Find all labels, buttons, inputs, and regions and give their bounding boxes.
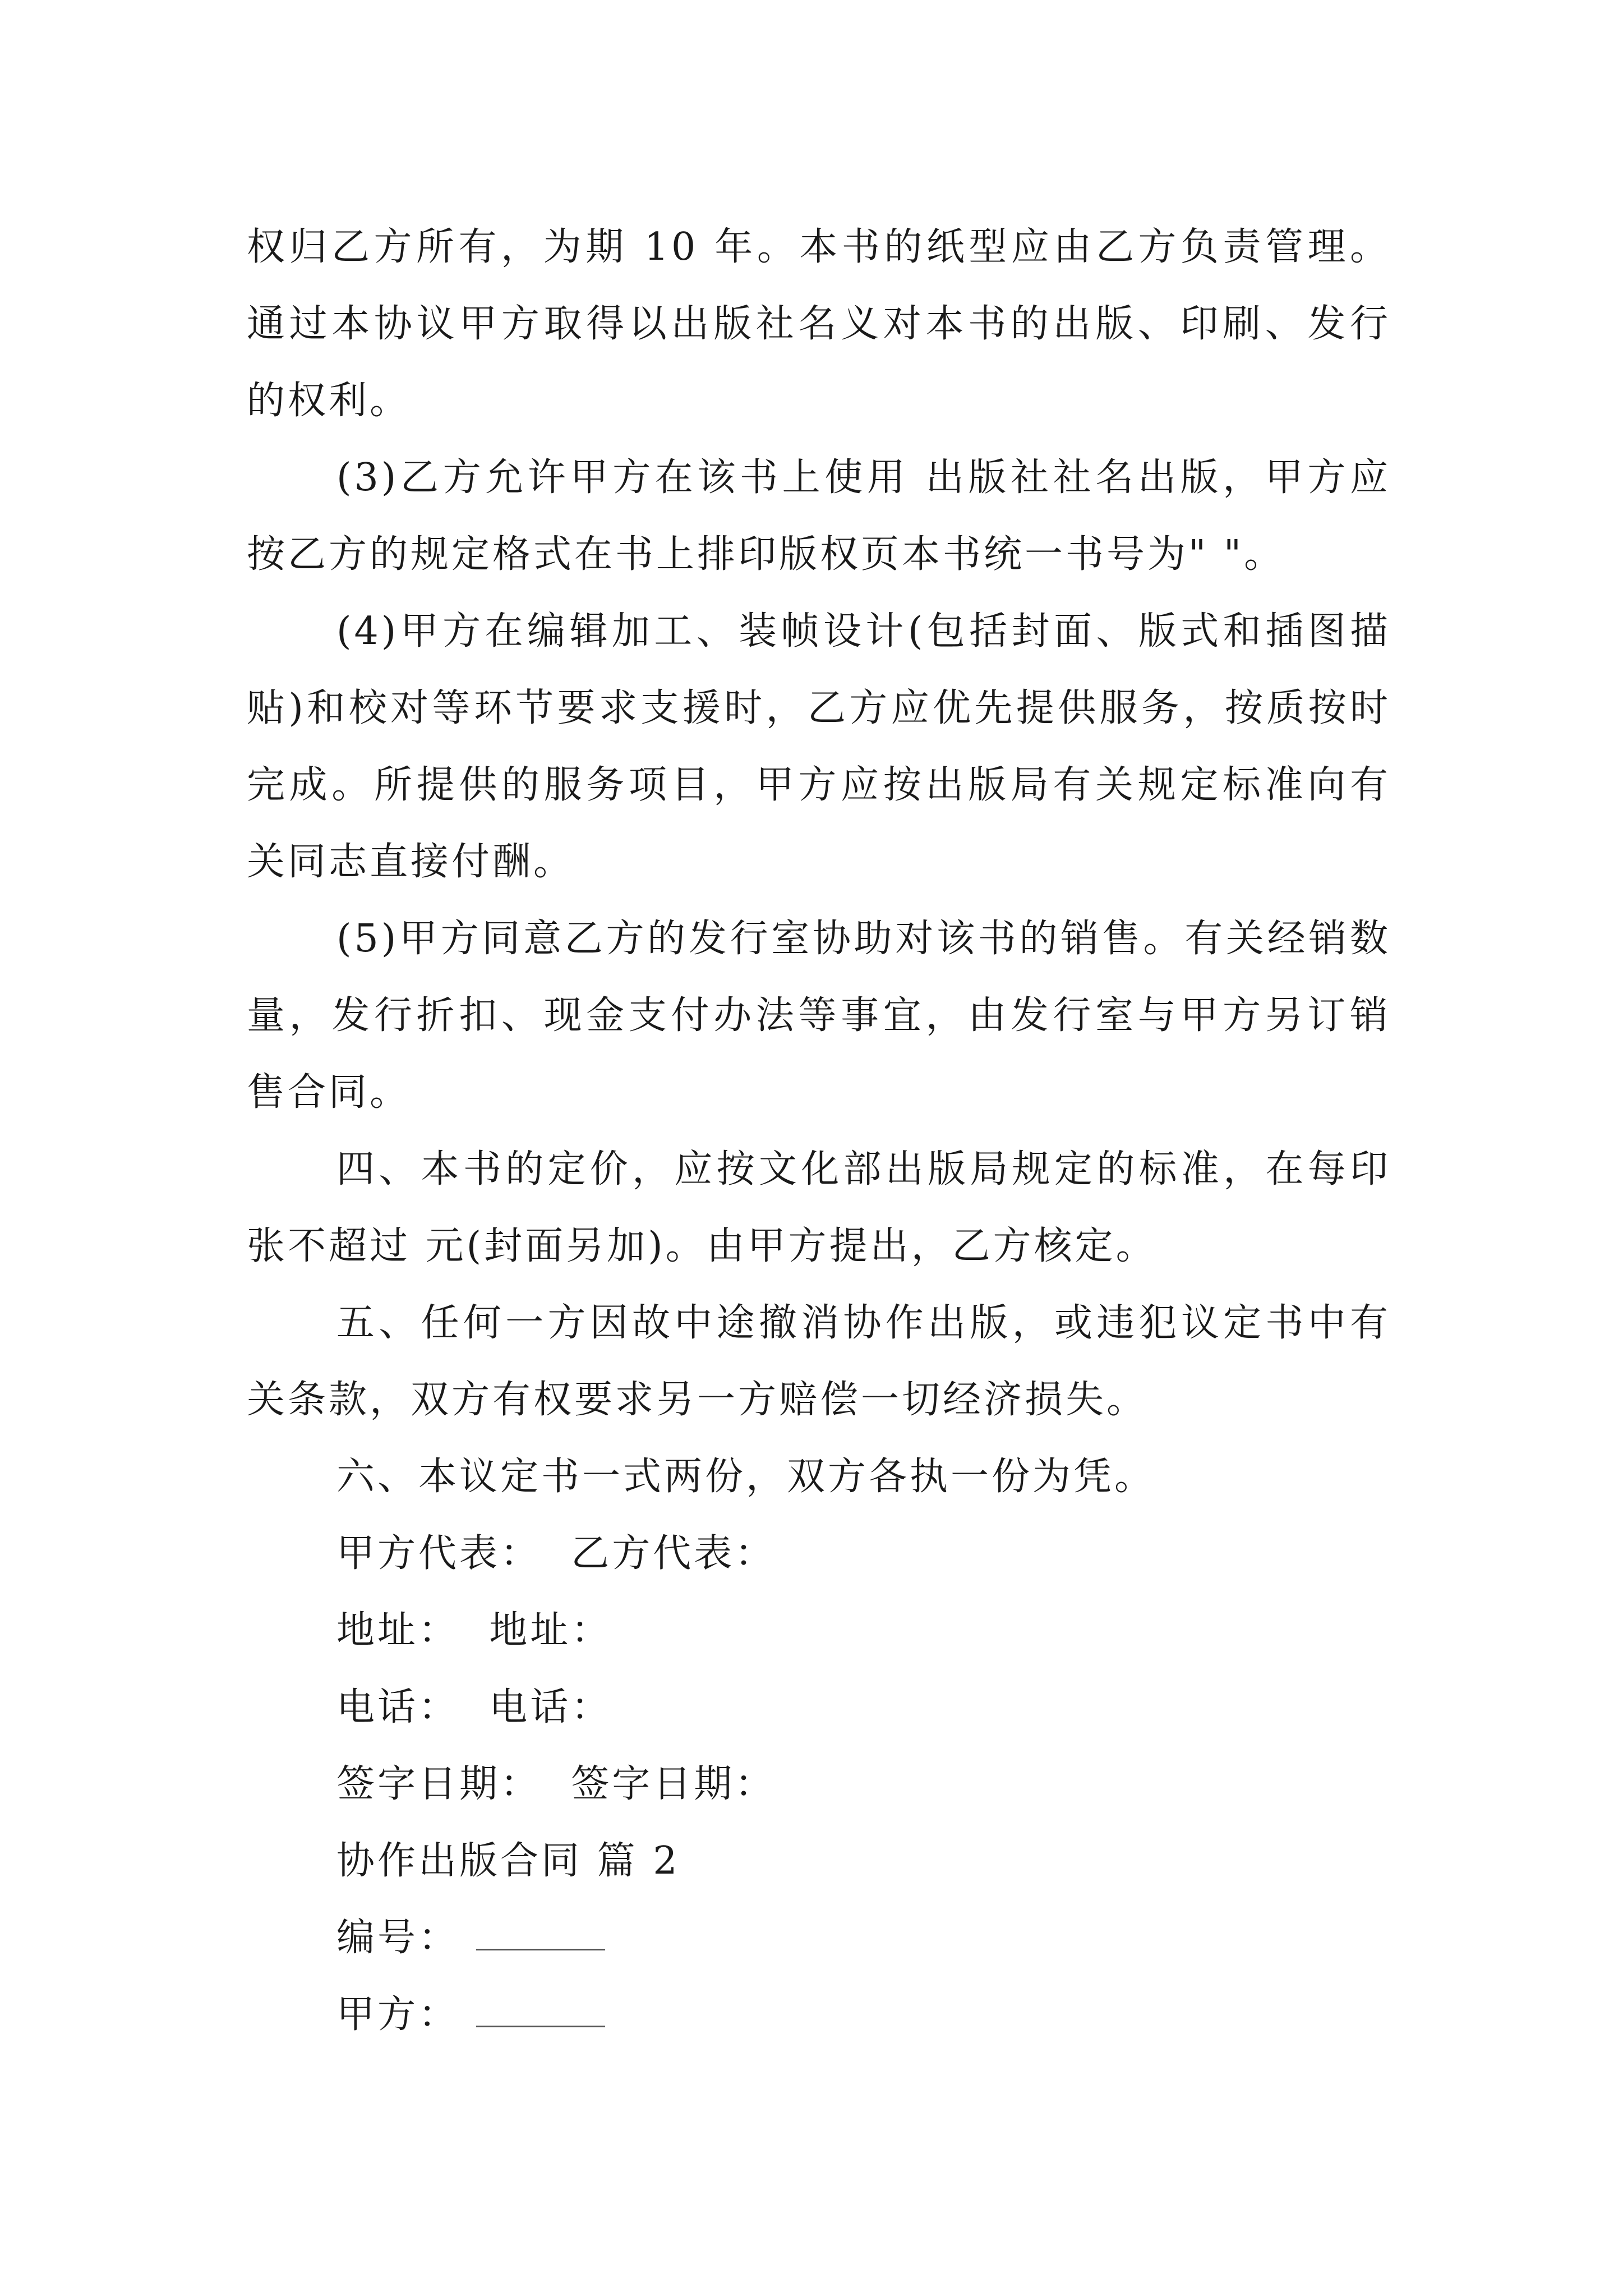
party-a-row — [247, 1976, 1391, 2053]
contract-number-label: 编号： — [336, 1916, 460, 1960]
signature-date: 签字日期： 签字日期： — [336, 1762, 776, 1806]
section-title: 协作出版合同 篇 2 — [336, 1839, 680, 1883]
contract-number-blank — [476, 1915, 605, 1950]
paragraph-article-5-termination: 五、任何一方因故中途撤消协作出版，或违犯议定书中有关条款，双方有权要求另一方赔偿一切经济损失。 — [247, 1301, 1391, 1422]
signature-phone: 电话： 电话： — [336, 1685, 612, 1729]
party-a-label: 甲方： — [336, 1993, 460, 2037]
paragraph-article-6-copies: 六、本议定书一式两份，双方各执一份为凭。 — [336, 1455, 1156, 1499]
contract-number-row — [247, 1899, 1391, 1976]
paragraph-clause-4: (4)甲方在编辑加工、装帧设计(包括封面、版式和插图描贴)和校对等环节要求支援时，乙方应优先提供服务，按质按时完成。所提供的服务项目，甲方应按出版局有关规定标准向有关同志直接付酬。 — [247, 609, 1391, 884]
party-a-blank — [476, 1992, 605, 2027]
signature-address: 地址： 地址： — [336, 1608, 612, 1653]
signature-representatives: 甲方代表： 乙方代表： — [336, 1531, 776, 1576]
paragraph-clause-5: (5)甲方同意乙方的发行室协助对该书的销售。有关经销数量，发行折扣、现金支付办法等事宜，由发行室与甲方另订销售合同。 — [247, 917, 1391, 1115]
paragraph-clause-3: (3)乙方允许甲方在该书上使用 出版社社名出版，甲方应按乙方的规定格式在书上排印版权页本书统一书号为" "。 — [247, 455, 1391, 577]
paragraph-article-4-pricing: 四、本书的定价，应按文化部出版局规定的标准，在每印张不超过 元(封面另加)。由甲方提出，乙方核定。 — [247, 1147, 1391, 1268]
paragraph-copyright-term: 权归乙方所有，为期 10 年。本书的纸型应由乙方负责管理。通过本协议甲方取得以出版社名义对本书的出版、印刷、发行的权利。 — [247, 225, 1391, 423]
contract-body — [247, 209, 1391, 2053]
